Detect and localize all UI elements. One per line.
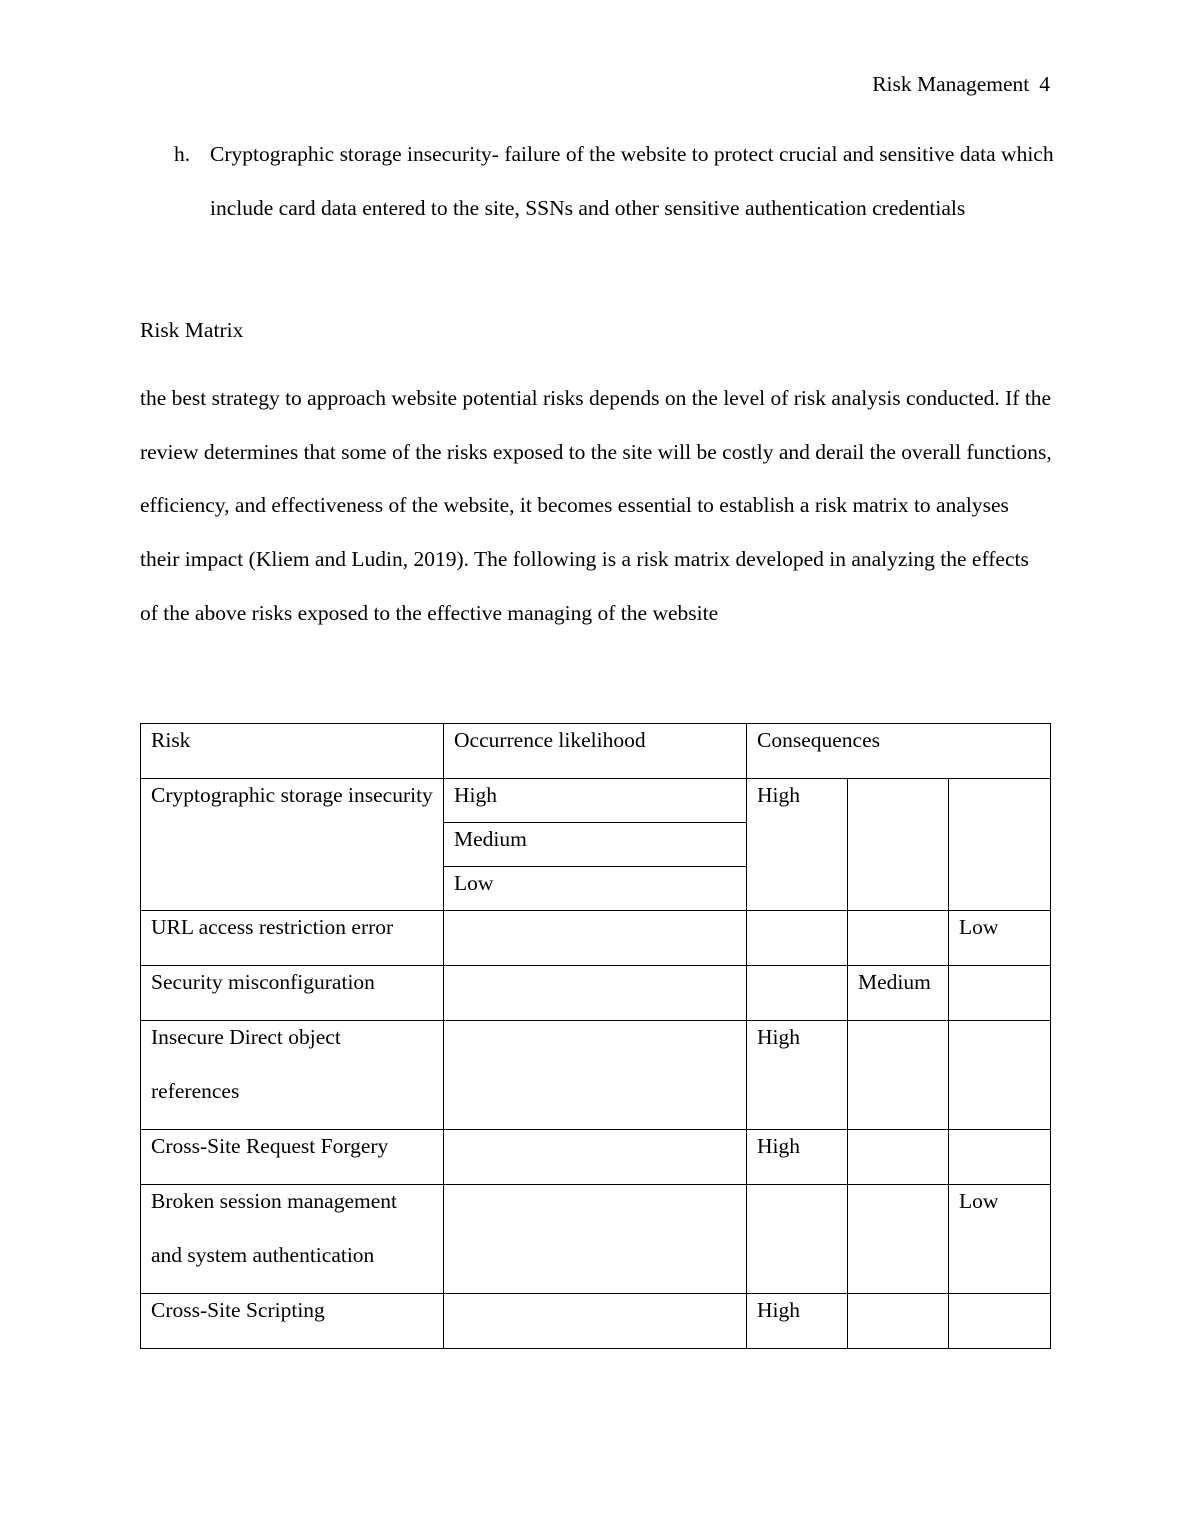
table-row: [141, 1294, 1051, 1349]
consequence-medium-cell: [848, 1185, 949, 1294]
consequence-low-cell: [949, 1294, 1051, 1349]
header-likelihood: Occurrence likelihood: [444, 724, 747, 779]
consequence-low-cell: [949, 779, 1051, 911]
consequence-high-cell: [747, 1185, 848, 1294]
running-title: Risk Management: [872, 72, 1030, 96]
consequence-medium-cell: [848, 779, 949, 911]
table-row: [141, 779, 1051, 911]
table-row: [141, 1185, 1051, 1294]
header-risk: Risk: [141, 724, 444, 779]
risk-matrix-table: [140, 723, 1051, 1349]
consequence-low-cell: Low: [949, 1185, 1051, 1294]
consequence-medium-cell: [848, 1021, 949, 1130]
risk-cell: Broken session management and system authentication: [141, 1185, 444, 1294]
consequence-medium-cell: [848, 1294, 949, 1349]
likelihood-levels-cell: [444, 779, 747, 911]
likelihood-level: Medium: [444, 812, 746, 867]
risk-cell: Cross-Site Scripting: [141, 1294, 444, 1349]
likelihood-cell: [444, 1294, 747, 1349]
risk-cell: Cryptographic storage insecurity: [141, 779, 444, 911]
likelihood-cell: [444, 1185, 747, 1294]
body-paragraph: the best strategy to approach website potential risks depends on the level of risk analysis conducted. If the review determines that some of the risks exposed to the site will be costly and derail the overall functions, efficiency, and effectiveness of the website, it becomes essential to establish a risk matrix to analyses their impact (Kliem and Ludin, 2019). The following is a risk matrix developed in analyzing the effects of the above risks exposed to the effective managing of the website: [140, 386, 1052, 625]
risk-cell: Security misconfiguration: [141, 966, 444, 1021]
section-title: Risk Matrix: [140, 318, 244, 342]
likelihood-cell: [444, 1021, 747, 1130]
consequence-high-cell: High: [747, 1294, 848, 1349]
header-consequences: Consequences: [747, 724, 1051, 779]
risk-cell: Cross-Site Request Forgery: [141, 1130, 444, 1185]
consequence-low-cell: Low: [949, 911, 1051, 966]
running-header: [872, 70, 1050, 98]
list-marker: h.: [174, 142, 191, 166]
list-item-h: [174, 138, 1054, 235]
table-row: [141, 1021, 1051, 1130]
consequence-high-cell: High: [747, 1130, 848, 1185]
risk-cell: Insecure Direct object references: [141, 1021, 444, 1130]
consequence-high-cell: High: [747, 779, 848, 911]
consequence-medium-cell: Medium: [848, 966, 949, 1021]
risk-cell: URL access restriction error: [141, 911, 444, 966]
likelihood-level: Low: [454, 871, 494, 895]
consequence-high-cell: High: [747, 1021, 848, 1130]
list-item-text: Cryptographic storage insecurity- failure of the website to protect crucial and sensitive data which include card data entered to the site, SSNs and other sensitive authentication credentials: [210, 142, 1054, 220]
likelihood-level: High: [444, 768, 746, 823]
consequence-low-cell: [949, 1021, 1051, 1130]
page-number: 4: [1039, 72, 1050, 96]
